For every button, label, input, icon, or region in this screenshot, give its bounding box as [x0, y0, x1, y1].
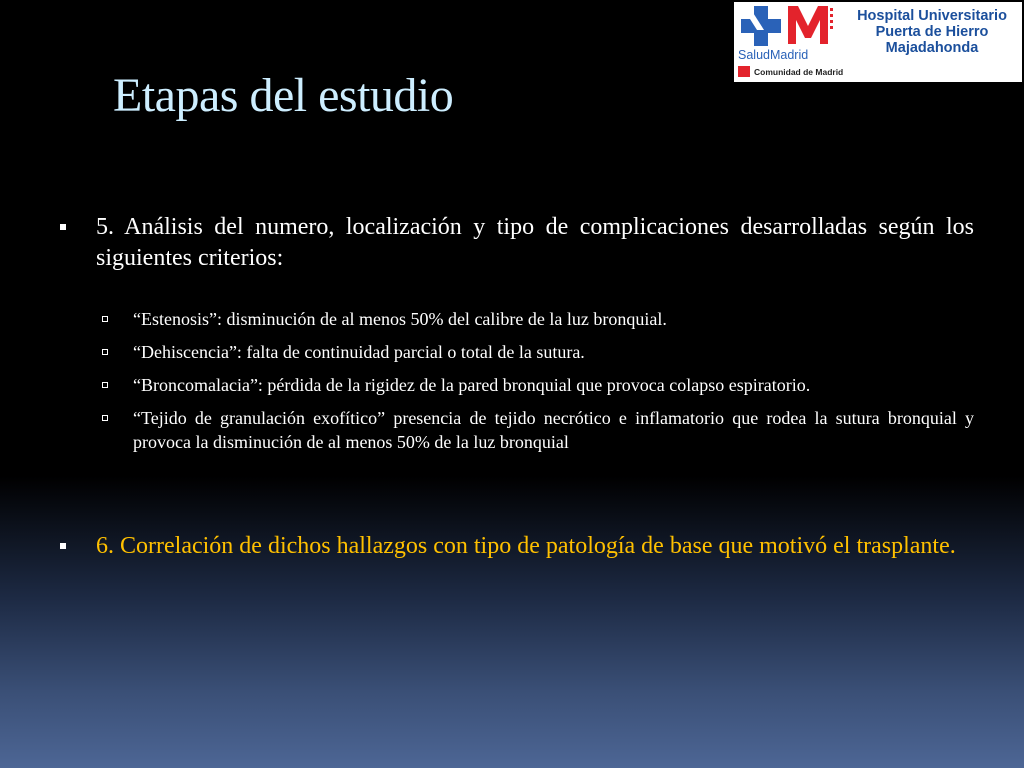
sub-list-item — [133, 406, 974, 454]
hollow-square-bullet-icon — [102, 316, 108, 322]
hollow-square-bullet-icon — [102, 349, 108, 355]
hospital-name: Hospital Universitario Puerta de Hierro Majadahonda — [857, 8, 1007, 56]
bullet-item — [58, 212, 974, 274]
square-bullet-icon — [60, 224, 66, 230]
hollow-square-bullet-icon — [102, 382, 108, 388]
hospital-logo — [734, 2, 1022, 82]
bullet-text: 6. Correlación de dichos hallazgos con tipo de patología de base que motivó el trasplante. — [96, 533, 956, 559]
comunidad-label: Comunidad de Madrid — [754, 67, 844, 77]
hollow-square-bullet-icon — [102, 415, 108, 421]
bullet-item-highlighted — [58, 531, 974, 562]
sub-item-text: “Tejido de granulación exofítico” presencia de tejido necrótico e inflamatorio que rodea la sutura bronquial y provoca la disminución de al menos 50% de la luz bronquial — [133, 408, 974, 452]
square-bullet-icon — [60, 543, 66, 549]
sub-item-text: “Broncomalacia”: pérdida de la rigidez de la pared bronquial que provoca colapso espiratorio. — [133, 375, 811, 395]
sub-list-item — [133, 340, 974, 364]
sub-item-text: “Dehiscencia”: falta de continuidad parcial o total de la sutura. — [133, 342, 585, 362]
bullet-text: 5. Análisis del numero, localización y tipo de complicaciones desarrolladas según los siguientes criterios: — [96, 214, 974, 271]
slide-title: Etapas del estudio — [113, 69, 454, 122]
sub-list-item — [133, 307, 974, 331]
sub-item-text: “Estenosis”: disminución de al menos 50% del calibre de la luz bronquial. — [133, 309, 667, 329]
sub-list-item — [133, 373, 974, 397]
salud-madrid-label: SaludMadrid — [738, 48, 809, 62]
sub-list — [58, 307, 974, 454]
slide-content — [58, 212, 974, 562]
